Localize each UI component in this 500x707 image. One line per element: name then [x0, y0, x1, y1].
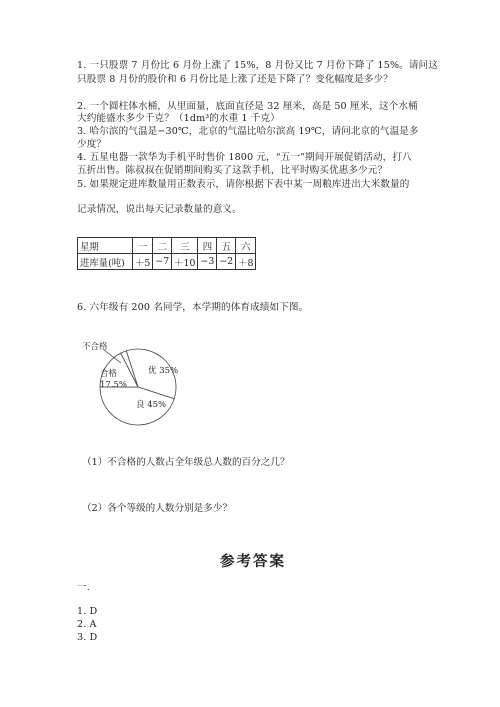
- q6-intro: 6. 六年级有 200 名同学，本学期的体育成绩如下图。: [77, 302, 309, 313]
- table-cell: ＋8: [236, 254, 256, 270]
- pie-label-you: 优 35%: [148, 366, 179, 376]
- q5-line2: 记录情况，说出每天记录数量的意义。: [77, 204, 242, 215]
- table-header-cell: 三: [172, 238, 198, 254]
- q1-line2: 只股票 8 月份的股价和 6 月份比是上涨了还是下降了？变化幅度是多少？: [77, 74, 393, 85]
- table-header-row: [78, 238, 256, 254]
- table-cell: ＋5: [133, 254, 153, 270]
- grade-pie-chart: [70, 335, 200, 435]
- q3-line1: 3. 哈尔滨的气温是−30℃，北京的气温比哈尔滨高 19℃，请问北京的气温是多: [77, 126, 419, 137]
- answers-title: 参考答案: [220, 553, 286, 570]
- q5-line1: 5. 如果规定进库数量用正数表示，请你根据下表中某一周粮库进出大米数量的: [77, 179, 410, 190]
- answer-item: 2. A: [77, 619, 97, 630]
- table-cell: −7: [153, 254, 172, 270]
- table-row: [78, 254, 256, 270]
- q6-sub2: （2）各个等级的人数分别是多少？: [82, 503, 233, 514]
- table-header-cell: 星期: [78, 238, 133, 254]
- pie-label-buhege: 不合格: [82, 342, 108, 352]
- answer-item: 1. D: [77, 606, 98, 617]
- answers-section: 一.: [77, 582, 90, 593]
- q2-line2: 大约能盛水多少千克？（1dm³的水重 1 千克）: [77, 113, 280, 124]
- q4-line2: 五折出售。陈叔叔在促销期间购买了这款手机，比平时购买优惠多少元？: [77, 165, 388, 176]
- answer-item: 3. D: [77, 632, 98, 643]
- table-cell: −2: [217, 254, 236, 270]
- table-header-cell: 四: [198, 238, 217, 254]
- q3-line2: 少度？: [77, 139, 107, 150]
- q4-line1: 4. 五星电器一款华为手机平时售价 1800 元，“五一”期间开展促销活动，打八: [77, 152, 412, 163]
- pie-label-hege-pct: 17.5%: [100, 380, 128, 390]
- table-cell: −3: [198, 254, 217, 270]
- pie-label-hege-name: 合格: [100, 369, 118, 379]
- table-header-cell: 五: [217, 238, 236, 254]
- q6-sub1: （1）不合格的人数占全年级总人数的百分之几？: [82, 457, 290, 468]
- table-header-cell: 二: [153, 238, 172, 254]
- q2-line1: 2. 一个圆柱体水桶，从里面量，底面直径是 32 厘米，高是 50 厘米，这个水桶: [77, 101, 418, 112]
- table-header-cell: 一: [133, 238, 153, 254]
- table-header-cell: 六: [236, 238, 256, 254]
- pie-label-liang: 良 45%: [136, 400, 167, 410]
- grain-table: [77, 237, 256, 270]
- q1-line1: 1. 一只股票 7 月份比 6 月份上涨了 15%，8 月份又比 7 月份下降了 15%。请问这: [77, 60, 438, 71]
- table-cell: 进库量(吨): [78, 254, 133, 270]
- table-cell: ＋10: [172, 254, 198, 270]
